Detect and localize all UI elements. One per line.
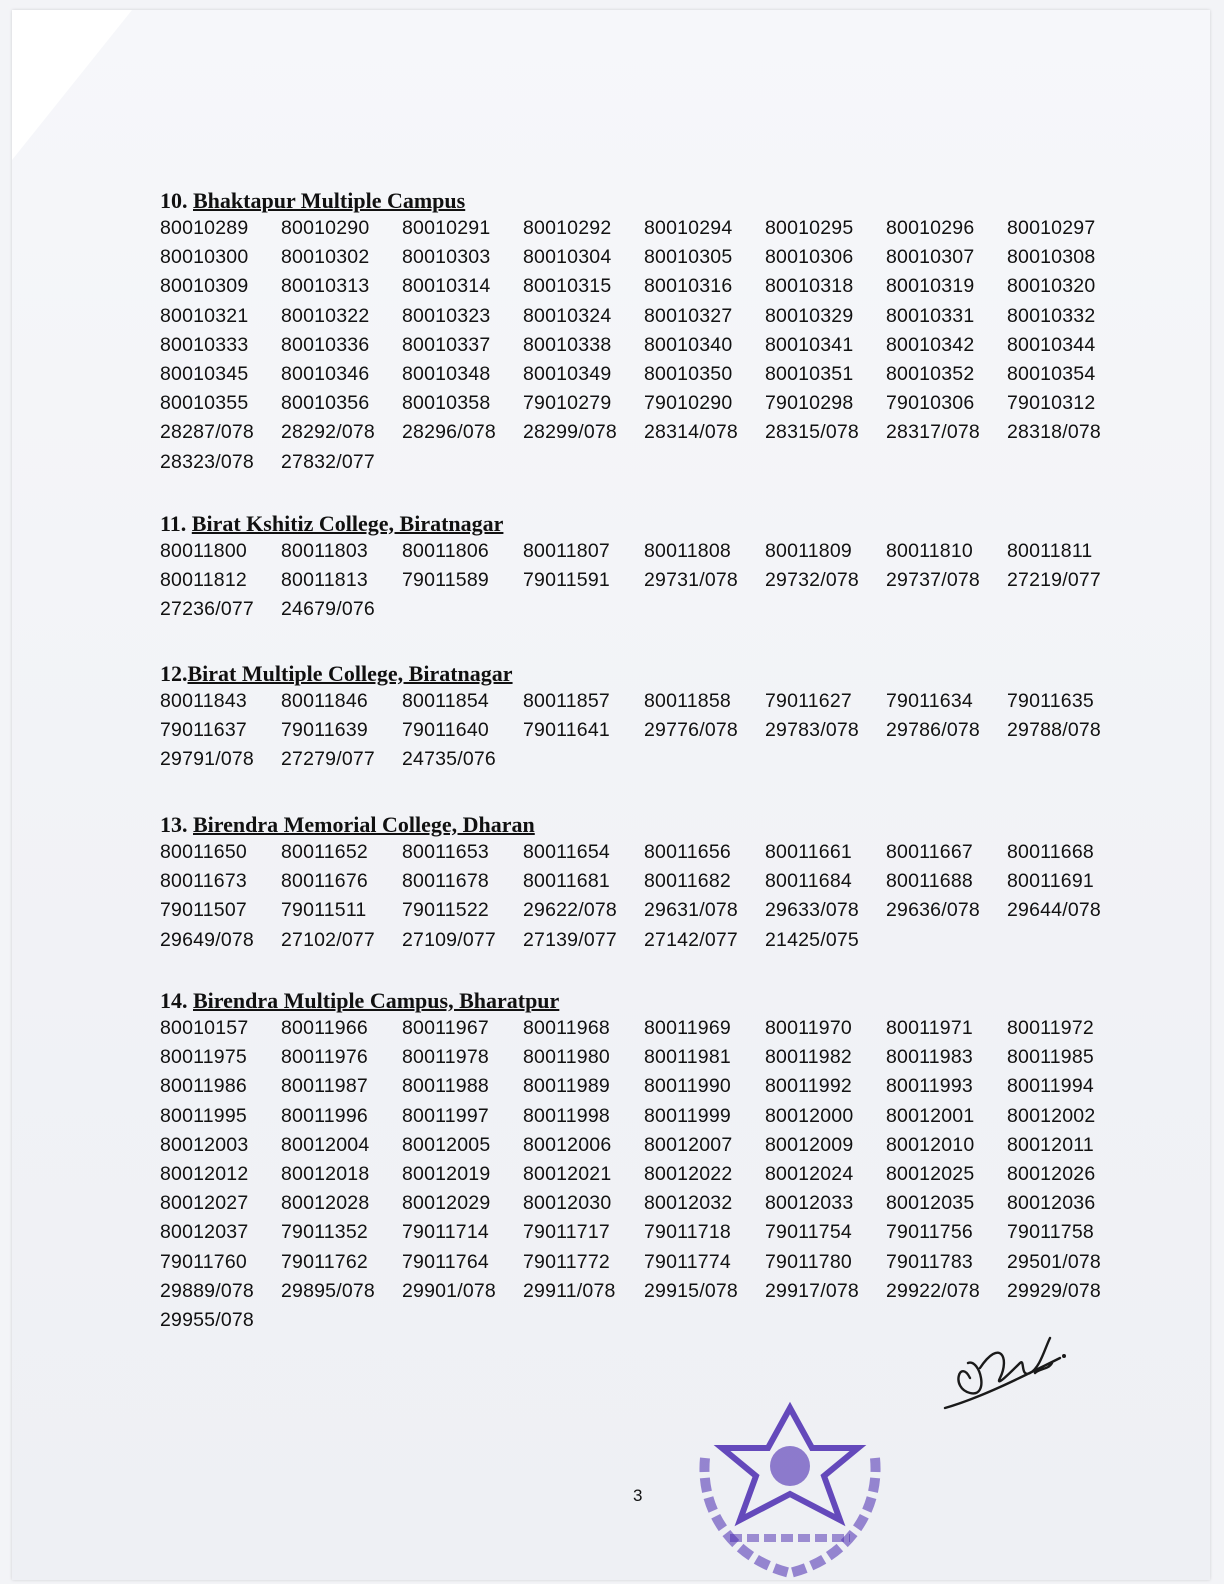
roll-number: 80012006: [523, 1133, 612, 1156]
roll-number: 80012028: [281, 1192, 370, 1215]
roll-number: 80010314: [402, 275, 491, 298]
roll-number: 80010346: [281, 362, 370, 385]
roll-number: 79011772: [523, 1250, 610, 1273]
roll-number: 29783/078: [765, 719, 859, 742]
roll-number: 80011998: [523, 1104, 610, 1127]
roll-number: 27236/077: [160, 598, 254, 621]
roll-number: 29895/078: [281, 1279, 375, 1302]
roll-number: 80010289: [160, 217, 249, 239]
roll-number: 24735/076: [402, 748, 496, 771]
roll-number: 80010340: [644, 333, 733, 356]
roll-number: 80010308: [1007, 246, 1096, 269]
roll-number: 80010315: [523, 275, 612, 298]
roll-number: 80010309: [160, 275, 249, 298]
roll-number: 80012019: [402, 1162, 491, 1185]
roll-number: 80011976: [281, 1046, 368, 1069]
roll-number: 79011511: [281, 899, 367, 922]
section-14: [160, 988, 1140, 1335]
roll-number: 79011762: [281, 1250, 368, 1273]
roll-number: 29889/078: [160, 1279, 254, 1302]
roll-number: 80012007: [644, 1133, 733, 1156]
roll-number: 80010324: [523, 304, 612, 327]
roll-number: 79011641: [523, 719, 610, 742]
roll-number: 80010319: [886, 275, 975, 298]
entry-grid: [160, 1014, 1130, 1335]
roll-number: 80010297: [1007, 217, 1096, 239]
roll-number: 80010300: [160, 246, 249, 269]
official-seal: [690, 1398, 890, 1583]
roll-number: 80010322: [281, 304, 370, 327]
roll-number: 80010303: [402, 246, 491, 269]
roll-number: 80010327: [644, 304, 733, 327]
roll-number: 79010306: [886, 392, 975, 415]
roll-number: 80012024: [765, 1162, 854, 1185]
section-name: Birat Kshitiz College, Biratnagar: [191, 511, 504, 536]
roll-number: 80011999: [644, 1104, 731, 1127]
roll-number: 27832/077: [281, 450, 375, 473]
roll-number: 80010290: [281, 217, 370, 239]
folded-corner: [12, 10, 132, 160]
roll-number: 80011682: [644, 870, 731, 893]
roll-number: 80011857: [523, 690, 610, 712]
roll-number: 80010352: [886, 362, 975, 385]
roll-number: 79011589: [402, 569, 489, 592]
roll-number: 80011980: [523, 1046, 610, 1069]
roll-number: 80011854: [402, 690, 489, 712]
roll-number: 80010323: [402, 304, 491, 327]
section-11: [160, 511, 1140, 625]
section-number: 10.: [160, 188, 188, 213]
roll-number: 80012037: [160, 1221, 249, 1244]
roll-number: 80011661: [765, 841, 852, 863]
roll-number: 80010344: [1007, 333, 1096, 356]
page-number: 3: [633, 1486, 643, 1505]
roll-number: 79011756: [886, 1221, 973, 1244]
roll-number: 79010279: [523, 392, 612, 415]
roll-number: 80011992: [765, 1075, 852, 1098]
roll-number: 29955/078: [160, 1308, 254, 1331]
roll-number: 80010345: [160, 362, 249, 385]
roll-number: 80011969: [644, 1017, 731, 1039]
roll-number: 29501/078: [1007, 1250, 1101, 1273]
roll-number: 80011813: [281, 569, 368, 592]
entry-grid: [160, 537, 1130, 625]
roll-number: 79011522: [402, 899, 489, 922]
roll-number: 80011691: [1007, 870, 1094, 893]
roll-number: 80010304: [523, 246, 612, 269]
roll-number: 80011983: [886, 1046, 973, 1069]
roll-number: 80011809: [765, 540, 852, 562]
roll-number: 80012002: [1007, 1104, 1096, 1127]
section-name: Birendra Multiple Campus, Bharatpur: [193, 988, 560, 1013]
roll-number: 29633/078: [765, 899, 859, 922]
roll-number: 80010358: [402, 392, 491, 415]
roll-number: 80011673: [160, 870, 247, 893]
roll-number: 80011990: [644, 1075, 731, 1098]
roll-number: 79011639: [281, 719, 368, 742]
roll-number: 80011812: [160, 569, 247, 592]
roll-number: 80012022: [644, 1162, 733, 1185]
roll-number: 79010298: [765, 392, 854, 415]
section-10: [160, 188, 1140, 477]
section-number: 11.: [160, 511, 187, 536]
roll-number: 80010296: [886, 217, 975, 239]
roll-number: 28317/078: [886, 421, 980, 444]
roll-number: 80010157: [160, 1017, 249, 1039]
roll-number: 29622/078: [523, 899, 617, 922]
roll-number: 80012005: [402, 1133, 491, 1156]
roll-number: 29644/078: [1007, 899, 1101, 922]
roll-number: 80010302: [281, 246, 370, 269]
roll-number: 80011667: [886, 841, 973, 863]
roll-number: 80011668: [1007, 841, 1094, 863]
roll-number: 80010337: [402, 333, 491, 356]
roll-number: 80011995: [160, 1104, 247, 1127]
roll-number: 79011591: [523, 569, 610, 592]
roll-number: 28323/078: [160, 450, 254, 473]
roll-number: 80012029: [402, 1192, 491, 1215]
roll-number: 80010313: [281, 275, 370, 298]
roll-number: 80011994: [1007, 1075, 1094, 1098]
roll-number: 79011780: [765, 1250, 852, 1273]
roll-number: 80012025: [886, 1162, 975, 1185]
roll-number: 29901/078: [402, 1279, 496, 1302]
roll-number: 29788/078: [1007, 719, 1101, 742]
roll-number: 27139/077: [523, 928, 617, 951]
roll-number: 80010294: [644, 217, 733, 239]
roll-number: 80010329: [765, 304, 854, 327]
roll-number: 80011806: [402, 540, 489, 562]
roll-number: 80011988: [402, 1075, 489, 1098]
roll-number: 80010305: [644, 246, 733, 269]
roll-number: 80011846: [281, 690, 368, 712]
roll-number: 80011811: [1007, 540, 1093, 562]
roll-number: 80012035: [886, 1192, 975, 1215]
roll-number: 28315/078: [765, 421, 859, 444]
section-name: Bhaktapur Multiple Campus: [193, 188, 466, 213]
roll-number: 29649/078: [160, 928, 254, 951]
roll-number: 80012004: [281, 1133, 370, 1156]
roll-number: 80011981: [644, 1046, 731, 1069]
entry-grid: [160, 838, 1130, 955]
roll-number: 79011352: [281, 1221, 368, 1244]
roll-number: 28292/078: [281, 421, 375, 444]
roll-number: 80011987: [281, 1075, 368, 1098]
roll-number: 29922/078: [886, 1279, 980, 1302]
roll-number: 29915/078: [644, 1279, 738, 1302]
roll-number: 28314/078: [644, 421, 738, 444]
roll-number: 80012012: [160, 1162, 249, 1185]
roll-number: 80010338: [523, 333, 612, 356]
roll-number: 27219/077: [1007, 569, 1101, 592]
roll-number: 80010292: [523, 217, 612, 239]
roll-number: 80010356: [281, 392, 370, 415]
roll-number: 29731/078: [644, 569, 738, 592]
roll-number: 80010342: [886, 333, 975, 356]
roll-number: 29631/078: [644, 899, 738, 922]
section-13: [160, 812, 1140, 955]
roll-number: 79011764: [402, 1250, 489, 1273]
roll-number: 80012010: [886, 1133, 975, 1156]
roll-number: 80010316: [644, 275, 733, 298]
section-title: [160, 188, 1140, 214]
roll-number: 27109/077: [402, 928, 496, 951]
signature: [940, 1318, 1090, 1423]
roll-number: 80010341: [765, 333, 854, 356]
roll-number: 80011843: [160, 690, 247, 712]
roll-number: 80012009: [765, 1133, 854, 1156]
roll-number: 80011968: [523, 1017, 610, 1039]
roll-number: 80011978: [402, 1046, 489, 1069]
roll-number: 80011654: [523, 841, 610, 863]
roll-number: 80010321: [160, 304, 249, 327]
roll-number: 80011985: [1007, 1046, 1094, 1069]
roll-number: 79011507: [160, 899, 247, 922]
roll-number: 29917/078: [765, 1279, 859, 1302]
roll-number: 79011637: [160, 719, 247, 742]
roll-number: 80011652: [281, 841, 368, 863]
section-name: Birendra Memorial College, Dharan: [193, 812, 535, 837]
roll-number: 79011635: [1007, 690, 1094, 712]
roll-number: 80010333: [160, 333, 249, 356]
roll-number: 80012000: [765, 1104, 854, 1127]
roll-number: 29791/078: [160, 748, 254, 771]
section-name: Birat Multiple College, Biratnagar: [187, 661, 513, 686]
roll-number: 28299/078: [523, 421, 617, 444]
roll-number: 79011760: [160, 1250, 247, 1273]
roll-number: 80011975: [160, 1046, 247, 1069]
roll-number: 79011718: [644, 1221, 731, 1244]
roll-number: 29636/078: [886, 899, 980, 922]
roll-number: 79011627: [765, 690, 852, 712]
section-number: 13.: [160, 812, 188, 837]
roll-number: 80010336: [281, 333, 370, 356]
roll-number: 79011714: [402, 1221, 489, 1244]
roll-number: 80011966: [281, 1017, 368, 1039]
roll-number: 80010318: [765, 275, 854, 298]
roll-number: 80011808: [644, 540, 731, 562]
roll-number: 80010332: [1007, 304, 1096, 327]
roll-number: 80010320: [1007, 275, 1096, 298]
roll-number: 80012011: [1007, 1133, 1094, 1156]
roll-number: 80012027: [160, 1192, 249, 1215]
roll-number: 80011807: [523, 540, 610, 562]
roll-number: 80011653: [402, 841, 489, 863]
roll-number: 80011993: [886, 1075, 973, 1098]
roll-number: 80011986: [160, 1075, 247, 1098]
roll-number: 28296/078: [402, 421, 496, 444]
roll-number: 80011970: [765, 1017, 852, 1039]
roll-number: 80012030: [523, 1192, 612, 1215]
roll-number: 27142/077: [644, 928, 738, 951]
roll-number: 80010348: [402, 362, 491, 385]
roll-number: 79011634: [886, 690, 973, 712]
roll-number: 79011758: [1007, 1221, 1094, 1244]
roll-number: 80010307: [886, 246, 975, 269]
roll-number: 80010331: [886, 304, 975, 327]
roll-number: 79010312: [1007, 392, 1096, 415]
roll-number: 80011688: [886, 870, 973, 893]
roll-number: 79011783: [886, 1250, 973, 1273]
roll-number: 80012003: [160, 1133, 249, 1156]
roll-number: 29732/078: [765, 569, 859, 592]
roll-number: 80011996: [281, 1104, 368, 1127]
section-12: [160, 661, 1140, 775]
roll-number: 80012018: [281, 1162, 370, 1185]
roll-number: 80010351: [765, 362, 854, 385]
roll-number: 79010290: [644, 392, 733, 415]
roll-number: 79011717: [523, 1221, 610, 1244]
roll-number: 28318/078: [1007, 421, 1101, 444]
roll-number: 80011997: [402, 1104, 489, 1127]
roll-number: 80011678: [402, 870, 489, 893]
roll-number: 80011803: [281, 540, 368, 562]
roll-number: 80011858: [644, 690, 731, 712]
roll-number: 79011754: [765, 1221, 852, 1244]
entry-grid: [160, 214, 1130, 477]
roll-number: 29776/078: [644, 719, 738, 742]
roll-number: 27102/077: [281, 928, 375, 951]
section-number: 14.: [160, 988, 188, 1013]
roll-number: 80010350: [644, 362, 733, 385]
section-number: 12.: [160, 661, 188, 686]
roll-number: 80011971: [886, 1017, 973, 1039]
section-title: [160, 511, 1140, 537]
entry-grid: [160, 687, 1130, 775]
section-title: [160, 812, 1140, 838]
roll-number: 80011982: [765, 1046, 852, 1069]
roll-number: 80011676: [281, 870, 368, 893]
roll-number: 80011656: [644, 841, 731, 863]
section-title: [160, 988, 1140, 1014]
roll-number: 21425/075: [765, 928, 859, 951]
roll-number: 80012001: [886, 1104, 975, 1127]
roll-number: 80012033: [765, 1192, 854, 1215]
roll-number: 24679/076: [281, 598, 375, 621]
roll-number: 29911/078: [523, 1279, 616, 1302]
roll-number: 80010291: [402, 217, 491, 239]
roll-number: 80011810: [886, 540, 973, 562]
roll-number: 80011650: [160, 841, 247, 863]
roll-number: 80011684: [765, 870, 852, 893]
roll-number: 80011972: [1007, 1017, 1094, 1039]
roll-number: 29929/078: [1007, 1279, 1101, 1302]
roll-number: 80011967: [402, 1017, 489, 1039]
roll-number: 80011681: [523, 870, 610, 893]
roll-number: 28287/078: [160, 421, 254, 444]
roll-number: 80012026: [1007, 1162, 1096, 1185]
roll-number: 80012032: [644, 1192, 733, 1215]
roll-number: 80010354: [1007, 362, 1096, 385]
roll-number: 80010355: [160, 392, 249, 415]
roll-number: 80010306: [765, 246, 854, 269]
roll-number: 80010295: [765, 217, 854, 239]
roll-number: 80012021: [523, 1162, 612, 1185]
section-title: [160, 661, 1140, 687]
roll-number: 80011989: [523, 1075, 610, 1098]
roll-number: 79011640: [402, 719, 489, 742]
roll-number: 80012036: [1007, 1192, 1096, 1215]
roll-number: 80010349: [523, 362, 612, 385]
roll-number: 27279/077: [281, 748, 375, 771]
roll-number: 29737/078: [886, 569, 980, 592]
roll-number: 79011774: [644, 1250, 731, 1273]
roll-number: 29786/078: [886, 719, 980, 742]
roll-number: 80011800: [160, 540, 247, 562]
